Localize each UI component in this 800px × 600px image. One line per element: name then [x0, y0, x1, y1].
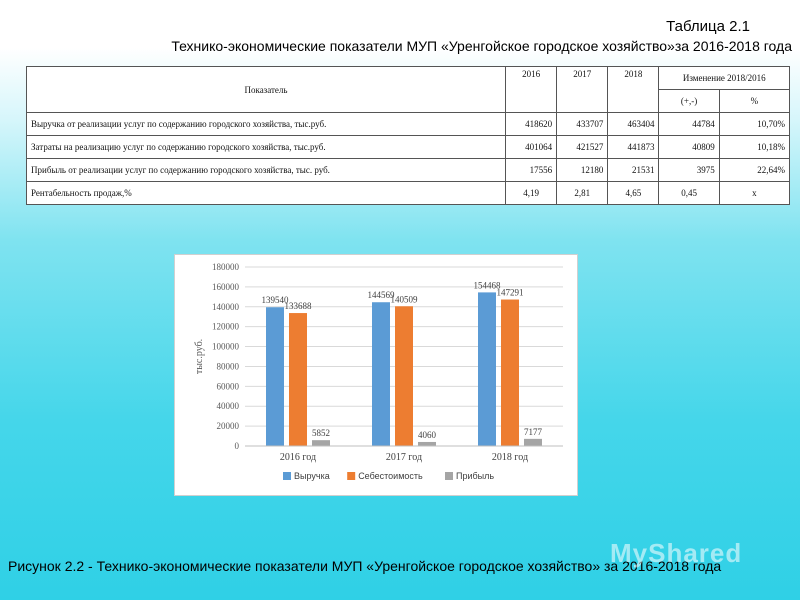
legend-label: Себестоимость	[358, 471, 423, 481]
bar-выручка	[372, 302, 390, 446]
cell-2018: 21531	[608, 159, 659, 182]
cell-2016: 418620	[506, 113, 557, 136]
indicators-table	[26, 66, 790, 205]
y-tick-label: 40000	[216, 401, 239, 412]
legend-swatch	[283, 472, 291, 480]
bar-прибыль	[524, 439, 542, 446]
bar-chart	[174, 254, 578, 496]
data-label: 140509	[390, 294, 418, 305]
x-tick-label: 2016 год	[279, 452, 317, 463]
legend-swatch	[347, 472, 355, 480]
col-header-2017: 2017	[557, 67, 608, 113]
data-label: 5852	[312, 428, 330, 439]
col-header-2016: 2016	[506, 67, 557, 113]
table-title: Технико-экономические показатели МУП «Уренгойское городское хозяйство»за 2016-2018 года	[171, 38, 792, 54]
cell-2017: 421527	[557, 136, 608, 159]
y-tick-label: 140000	[212, 301, 239, 312]
row-label: Затраты на реализацию услуг по содержанию городского хозяйства, тыс.руб.	[27, 136, 506, 159]
bar-выручка	[478, 292, 496, 446]
cell-2018: 463404	[608, 113, 659, 136]
row-label: Прибыль от реализации услуг по содержанию городского хозяйства, тыс. руб.	[27, 159, 506, 182]
row-label: Рентабельность продаж,%	[27, 182, 506, 205]
y-tick-label: 100000	[212, 341, 239, 352]
bar-прибыль	[418, 442, 436, 446]
y-axis-label: тыс.руб.	[194, 338, 205, 375]
cell-2017: 12180	[557, 159, 608, 182]
bar-себестоимость	[289, 313, 307, 446]
col-header-change-abs: (+,-)	[659, 90, 719, 113]
col-header-2018: 2018	[608, 67, 659, 113]
data-label: 147291	[496, 287, 524, 298]
col-header-change: Изменение 2018/2016	[659, 67, 790, 90]
row-label: Выручка от реализации услуг по содержанию городского хозяйства, тыс.руб.	[27, 113, 506, 136]
data-label: 4060	[418, 429, 436, 440]
cell-change-pct: 22,64%	[719, 159, 789, 182]
y-tick-label: 60000	[216, 381, 239, 392]
figure-caption: Рисунок 2.2 - Технико-экономические показатели МУП «Уренгойское городское хозяйство» за 2016-2018 года	[8, 558, 722, 574]
cell-2016: 17556	[506, 159, 557, 182]
data-label: 133688	[284, 301, 312, 312]
y-tick-label: 180000	[212, 262, 239, 272]
watermark: MyShared	[610, 538, 743, 568]
cell-change-abs: 3975	[659, 159, 719, 182]
cell-2016: 4,19	[506, 182, 557, 205]
table-row	[27, 136, 790, 159]
table-header-row	[27, 67, 790, 90]
bar-себестоимость	[501, 300, 519, 446]
cell-2017: 433707	[557, 113, 608, 136]
data-label: 154468	[473, 280, 501, 291]
col-header-indicator: Показатель	[27, 67, 506, 113]
table-row	[27, 159, 790, 182]
legend-label: Выручка	[294, 471, 330, 481]
data-label: 144569	[367, 290, 395, 301]
y-tick-label: 0	[234, 441, 239, 451]
table-row	[27, 182, 790, 205]
legend-label: Прибыль	[456, 471, 495, 481]
data-label: 7177	[524, 426, 542, 437]
bar-chart-svg	[175, 255, 577, 495]
cell-change-abs: 40809	[659, 136, 719, 159]
y-tick-label: 20000	[216, 421, 239, 432]
cell-change-abs: 0,45	[659, 182, 719, 205]
cell-2016: 401064	[506, 136, 557, 159]
cell-2017: 2,81	[557, 182, 608, 205]
x-tick-label: 2017 год	[385, 452, 423, 463]
table-label: Таблица 2.1	[666, 18, 750, 35]
cell-change-pct: х	[719, 182, 789, 205]
cell-change-abs: 44784	[659, 113, 719, 136]
table-row	[27, 113, 790, 136]
cell-2018: 4,65	[608, 182, 659, 205]
x-tick-label: 2018 год	[491, 452, 529, 463]
cell-change-pct: 10,70%	[719, 113, 789, 136]
cell-change-pct: 10,18%	[719, 136, 789, 159]
legend-swatch	[445, 472, 453, 480]
data-label: 139540	[261, 295, 289, 306]
y-tick-label: 160000	[212, 281, 239, 292]
y-tick-label: 80000	[216, 361, 239, 372]
cell-2018: 441873	[608, 136, 659, 159]
bar-себестоимость	[395, 306, 413, 446]
y-tick-label: 120000	[212, 321, 239, 332]
bar-выручка	[266, 307, 284, 446]
col-header-change-pct: %	[719, 90, 789, 113]
bar-прибыль	[312, 440, 330, 446]
